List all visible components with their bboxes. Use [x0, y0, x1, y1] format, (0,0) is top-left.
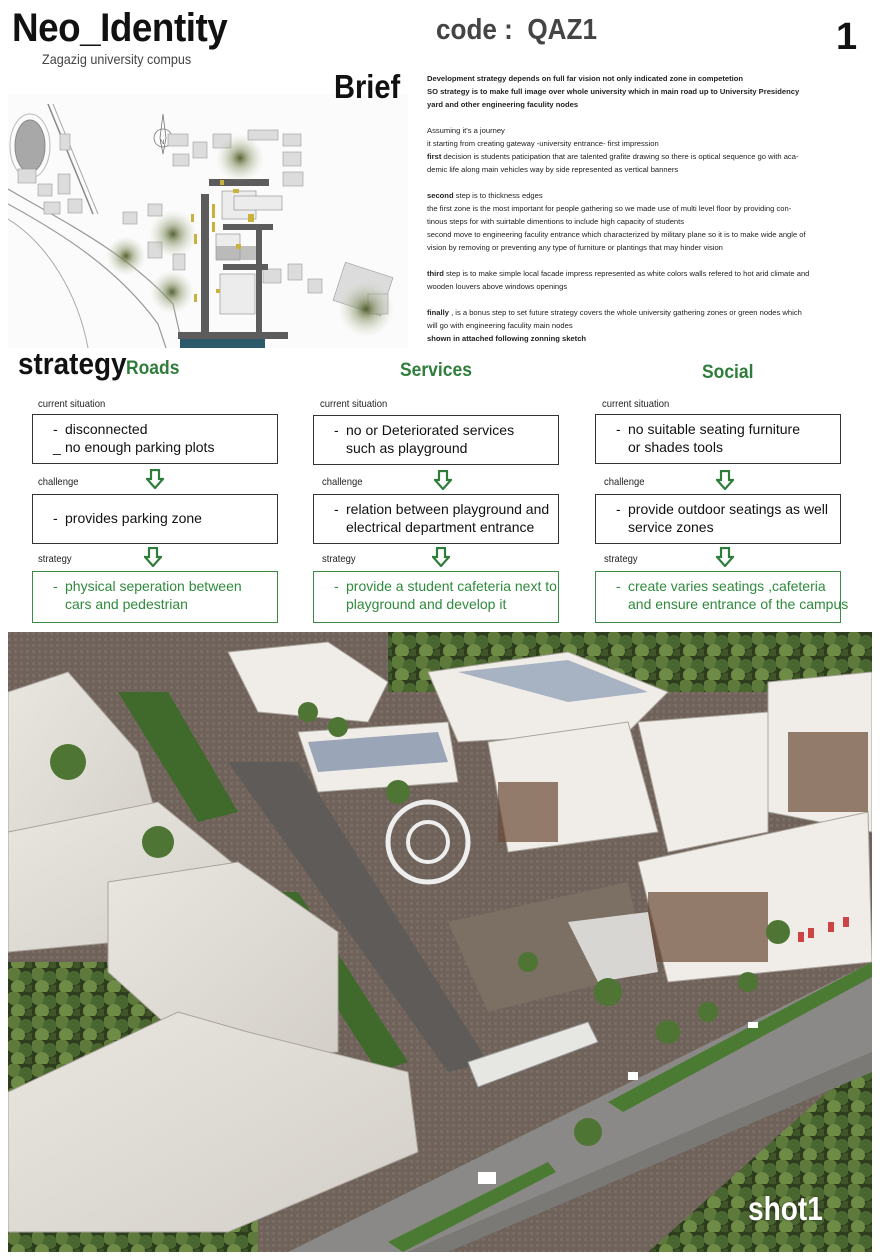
- down-arrow-icon: [716, 547, 734, 567]
- brief-closing: shown in attached following zonning sketch: [427, 334, 587, 343]
- column-title-social: Social: [702, 362, 754, 383]
- box-text: no enough parking plots: [65, 439, 215, 455]
- brief-intro-line: Development strategy depends on full far vision not only indicated zone in competetion: [427, 74, 744, 83]
- label-strategy: strategy: [322, 553, 356, 565]
- label-current-situation: current situation: [38, 398, 106, 410]
- final-step-text: , is a bonus step to set future strategy covers the whole university gathering zones or green nodes which: [448, 308, 802, 317]
- page-title: Neo_Identity: [12, 6, 228, 50]
- second-step-text: vision by removing or preventing any type of furniture or plantings that may hinder vision: [427, 243, 723, 252]
- page-number: 1: [836, 16, 858, 58]
- second-step-text: step is to thickness edges: [453, 191, 543, 200]
- column-title-services: Services: [400, 360, 472, 381]
- first-step-text: demic life along main vehicles way by side represented as vertical banners: [427, 165, 679, 174]
- down-arrow-icon: [146, 469, 164, 489]
- down-arrow-icon: [432, 547, 450, 567]
- services-current-box: - no or Deteriorated services such as playground: [313, 415, 559, 465]
- box-text: such as playground: [346, 440, 468, 456]
- brief-heading: Brief: [334, 68, 401, 105]
- box-text: physical seperation between: [65, 578, 242, 594]
- roads-strategy-box: - physical seperation between cars and pedestrian: [32, 571, 278, 623]
- campus-aerial-view: [8, 632, 872, 1252]
- down-arrow-icon: [434, 470, 452, 490]
- box-text: and ensure entrance of the campus: [628, 596, 849, 612]
- first-lead: first: [427, 152, 442, 161]
- second-step-text: second move to engineering faculity entrance which characterized by military plane so it is to make wide angle of: [427, 230, 806, 239]
- box-text: provide outdoor seatings as well: [628, 501, 829, 517]
- second-step-text: tinous steps for with suirtable dimentions to include high capacity of students: [427, 217, 685, 226]
- down-arrow-icon: [716, 470, 734, 490]
- label-challenge: challenge: [322, 476, 363, 488]
- label-challenge: challenge: [604, 476, 645, 488]
- aerial-render-image: [8, 632, 872, 1252]
- label-current-situation: current situation: [320, 398, 388, 410]
- third-step-text: step is to make simple local facade impress represented as white colors walls refered to hot arid climate and: [443, 269, 810, 278]
- box-text: playground and develop it: [346, 596, 507, 612]
- box-text: disconnected: [65, 421, 148, 437]
- page-subtitle: Zagazig university compus: [42, 51, 192, 67]
- second-lead: second: [427, 191, 454, 200]
- third-lead: third: [427, 269, 444, 278]
- roads-challenge-box: - provides parking zone: [32, 494, 278, 544]
- services-strategy-box: - provide a student cafeteria next to playground and develop it: [313, 571, 559, 623]
- box-text: no suitable seating furniture: [628, 421, 800, 437]
- down-arrow-icon: [144, 547, 162, 567]
- social-current-box: - no suitable seating furniture or shades tools: [595, 414, 841, 464]
- finally-lead: finally: [427, 308, 449, 317]
- project-code: code : QAZ1: [436, 14, 597, 46]
- label-strategy: strategy: [38, 553, 72, 565]
- final-step-text: will go with engineering faculity main nodes: [427, 321, 573, 330]
- third-step-text: wooden louvers above windows openings: [427, 282, 568, 291]
- box-text: service zones: [628, 519, 714, 535]
- brief-intro-line: SO strategy is to make full image over whole university which in main road up to University Presidency: [427, 87, 800, 96]
- first-step-text: decision is students paticipation that are talented grafite drawing so there is optical sequence go with aca-: [441, 152, 799, 161]
- box-text: or shades tools: [628, 439, 723, 455]
- label-strategy: strategy: [604, 553, 638, 565]
- brief-intro-line: yard and other engineering faculity nodes: [427, 100, 579, 109]
- label-challenge: challenge: [38, 476, 79, 488]
- box-text: electrical department entrance: [346, 519, 535, 535]
- box-text: no or Deteriorated services: [346, 422, 515, 438]
- box-text: relation between playground and: [346, 501, 550, 517]
- box-text: create varies seatings ,cafeteria: [628, 578, 826, 594]
- services-challenge-box: - relation between playground and electrical department entrance: [313, 494, 559, 544]
- label-current-situation: current situation: [602, 398, 670, 410]
- box-text: provide a student cafeteria next to: [346, 578, 557, 594]
- box-text: provides parking zone: [65, 510, 202, 526]
- column-title-roads: Roads: [126, 358, 180, 379]
- svg-text:N: N: [160, 140, 165, 146]
- brief-journey-line: it starting from creating gateway -university entrance- first impression: [427, 139, 659, 148]
- social-strategy-box: - create varies seatings ,cafeteria and ensure entrance of the campus: [595, 571, 841, 623]
- strategy-heading: strategy: [18, 346, 127, 381]
- shot-label: shot1: [748, 1190, 823, 1227]
- social-challenge-box: - provide outdoor seatings as well service zones: [595, 494, 841, 544]
- box-text: cars and pedestrian: [65, 596, 188, 612]
- second-step-text: the first zone is the most important for people gathering so we made use of multi level floor by providing con-: [427, 204, 792, 213]
- brief-journey-line: Assuming it's a journey: [427, 126, 505, 135]
- roads-current-box: - disconnected _ no enough parking plots: [32, 414, 278, 464]
